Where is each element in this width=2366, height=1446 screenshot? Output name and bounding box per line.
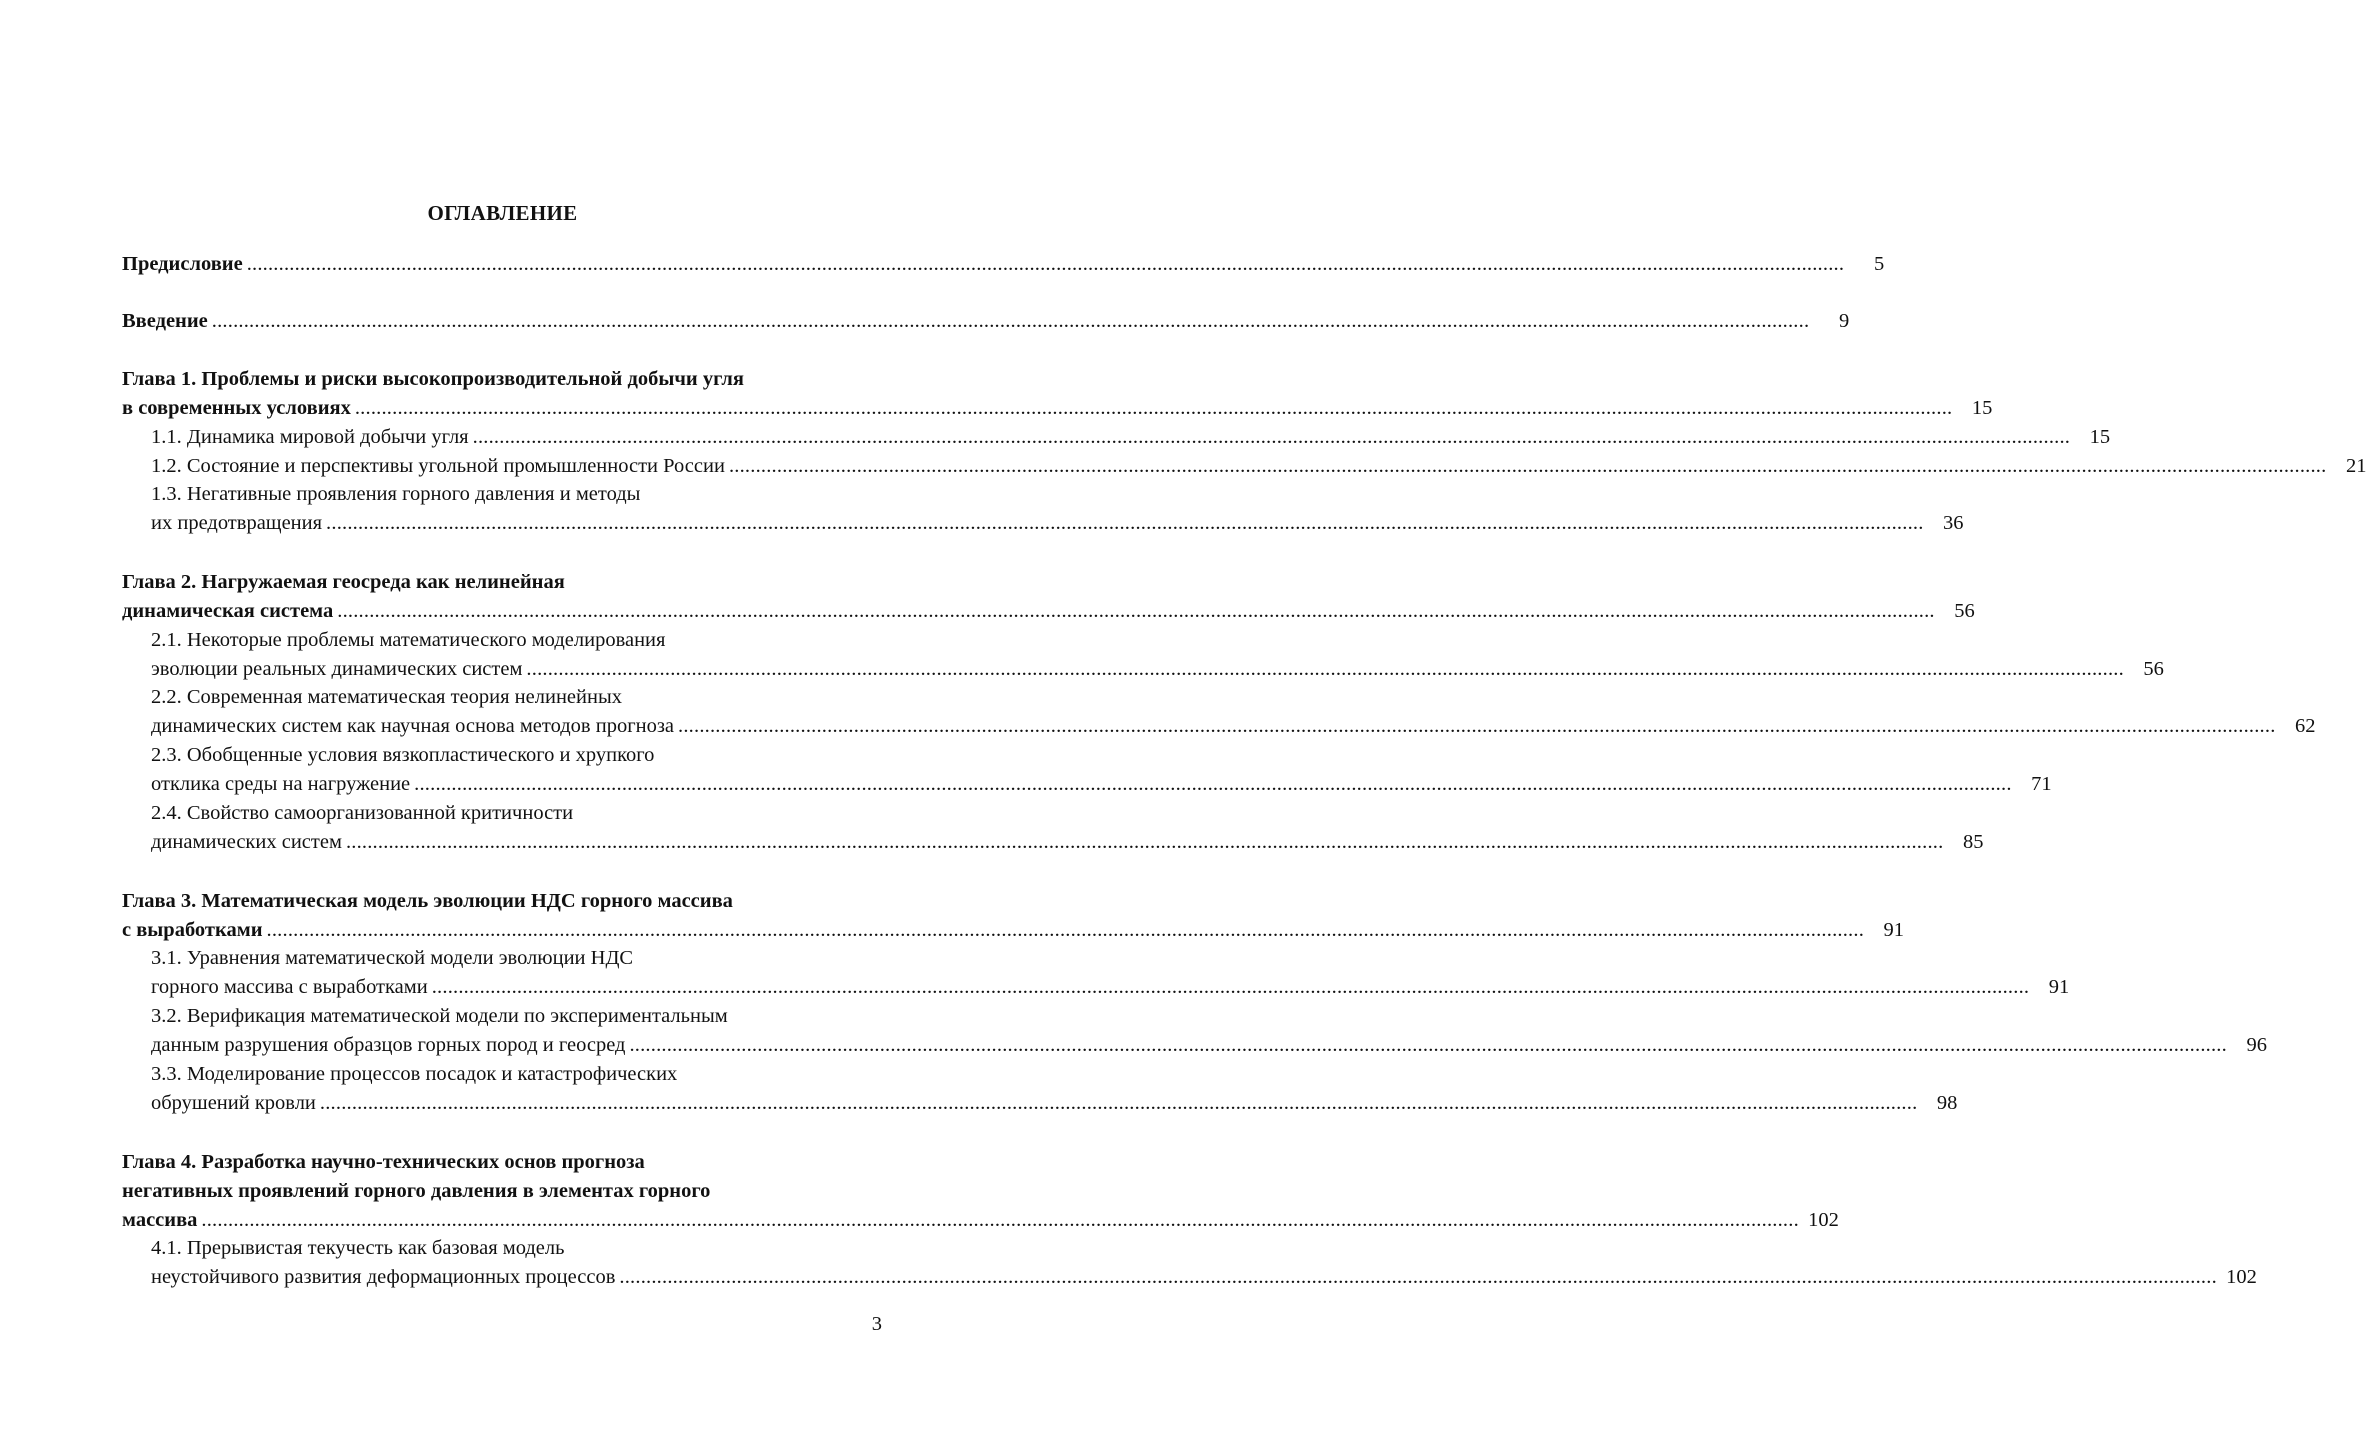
dot-leader: ............................................................................................................................................................................................................................................................................................................: [619, 1266, 2217, 1288]
dot-leader: ............................................................................................................................................................................................................................................................................................................: [345, 831, 1944, 853]
toc-page-number: 102: [2226, 1266, 2257, 1288]
dot-leader: ............................................................................................................................................................................................................................................................................................................: [526, 658, 2124, 680]
dot-leader: ............................................................................................................................................................................................................................................................................................................: [728, 455, 2327, 477]
toc-entry-text: 3.1. Уравнения математической модели эволюции НДС: [151, 947, 634, 969]
toc-entry-text: обрушений кровли: [151, 1092, 316, 1114]
toc-page-number: 56: [2143, 658, 2164, 680]
toc-section-line: [151, 1032, 2267, 1058]
toc-chapter-line: [122, 395, 1993, 421]
dot-leader: ............................................................................................................................................................................................................................................................................................................: [266, 919, 1865, 941]
toc-entry-text: с выработками: [122, 919, 263, 941]
dot-leader: ............................................................................................................................................................................................................................................................................................................: [319, 1092, 1918, 1114]
toc-chapter-line: [122, 1149, 882, 1175]
toc-entry-text: данным разрушения образцов горных пород и геосред: [151, 1034, 626, 1056]
toc-chapter-line: [122, 366, 882, 392]
toc-page-number: 91: [2048, 976, 2070, 998]
toc-entry-text: Глава 1. Проблемы и риски высокопроизводительной добычи угля: [122, 368, 744, 390]
dot-leader: ............................................................................................................................................................................................................................................................................................................: [246, 253, 1845, 275]
toc-section-line: [151, 453, 2366, 479]
toc-entry-text: 2.3. Обобщенные условия вязкопластического и хрупкого: [151, 744, 655, 766]
toc-section-line: [151, 481, 882, 507]
toc-chapter-line: [122, 308, 1850, 334]
toc-section-line: [151, 684, 882, 710]
toc-entry-text: 4.1. Прерывистая текучесть как базовая модель: [151, 1237, 565, 1259]
toc-title: ОГЛАВЛЕНИЕ: [427, 201, 578, 225]
toc-page-number: 21: [2345, 455, 2366, 477]
toc-page-number: 91: [1883, 919, 1905, 941]
toc-entry-text: Введение: [122, 310, 208, 332]
toc-section-line: [151, 829, 1984, 855]
toc-chapter-line: [122, 251, 1885, 277]
toc-entry-text: их предотвращения: [151, 512, 323, 534]
toc-entry-text: Глава 2. Нагружаемая геосреда как нелинейная: [122, 571, 565, 593]
toc-chapter-line: [122, 888, 882, 914]
toc-entry-text: Глава 3. Математическая модель эволюции НДС горного массива: [122, 890, 733, 912]
toc-page-number: 9: [1839, 310, 1850, 332]
toc-page-number: 15: [2089, 426, 2111, 448]
toc-entry-text: динамических систем как научная основа методов прогноза: [151, 715, 675, 737]
dot-leader: ............................................................................................................................................................................................................................................................................................................: [211, 310, 1810, 332]
toc-page-number: 71: [2031, 773, 2052, 795]
toc-chapter-line: [122, 917, 1905, 943]
toc-entry-text: 2.2. Современная математическая теория нелинейных: [151, 686, 622, 708]
toc-entry-text: 2.4. Свойство самоорганизованной критичности: [151, 802, 574, 824]
toc-section-line: [151, 627, 882, 653]
toc-entry-text: 1.3. Негативные проявления горного давления и методы: [151, 483, 641, 505]
toc-section-line: [151, 424, 2111, 450]
toc-section-line: [151, 1003, 882, 1029]
dot-leader: ............................................................................................................................................................................................................................................................................................................: [678, 715, 2276, 737]
toc-page-number: 36: [1943, 512, 1964, 534]
toc-section-line: [151, 656, 2164, 682]
toc-entry-text: 1.2. Состояние и перспективы угольной промышленности России: [151, 455, 725, 477]
toc-entry-text: Предисловие: [122, 253, 243, 275]
toc-entry-text: горного массива с выработками: [151, 976, 428, 998]
toc-section-line: [151, 1090, 1958, 1116]
toc-section-line: [151, 510, 1964, 536]
toc-entry-text: 3.2. Верификация математической модели по экспериментальным: [151, 1005, 728, 1027]
toc-entry-text: отклика среды на нагружение: [151, 773, 411, 795]
toc-entry-text: массива: [122, 1209, 198, 1231]
toc-entry-text: 3.3. Моделирование процессов посадок и катастрофических: [151, 1063, 678, 1085]
dot-leader: ............................................................................................................................................................................................................................................................................................................: [354, 397, 1953, 419]
toc-section-line: [151, 945, 882, 971]
dot-leader: ............................................................................................................................................................................................................................................................................................................: [431, 976, 2030, 998]
toc-chapter-line: [122, 1178, 882, 1204]
toc-section-line: [151, 713, 2316, 739]
toc-section-line: [151, 771, 2052, 797]
toc-section-line: [151, 1235, 882, 1261]
page-number: 3: [871, 1313, 882, 1335]
toc-entry-text: Глава 4. Разработка научно-технических основ прогноза: [122, 1151, 645, 1173]
toc-section-line: [151, 742, 882, 768]
dot-leader: ............................................................................................................................................................................................................................................................................................................: [629, 1034, 2227, 1056]
toc-chapter-line: [122, 598, 1975, 624]
toc-section-line: [151, 800, 882, 826]
toc-entry-text: 1.1. Динамика мировой добычи угля: [151, 426, 469, 448]
dot-leader: ............................................................................................................................................................................................................................................................................................................: [472, 426, 2071, 448]
toc-entry-text: в современных условиях: [122, 397, 351, 419]
toc-page-number: 96: [2246, 1034, 2267, 1056]
toc-entry-text: динамическая система: [122, 600, 334, 622]
toc-section-line: [151, 1264, 2257, 1290]
toc-entry-text: эволюции реальных динамических систем: [151, 658, 523, 680]
toc-page-number: 98: [1936, 1092, 1958, 1114]
toc-page-number: 56: [1954, 600, 1975, 622]
toc-entry-text: динамических систем: [151, 831, 342, 853]
toc-section-line: [151, 1061, 882, 1087]
toc-page-number: 62: [2295, 715, 2316, 737]
toc-page-number: 15: [1971, 397, 1993, 419]
toc-page-number: 5: [1873, 253, 1885, 275]
dot-leader: ............................................................................................................................................................................................................................................................................................................: [201, 1209, 1799, 1231]
dot-leader: ............................................................................................................................................................................................................................................................................................................: [337, 600, 1935, 622]
toc-entry-text: 2.1. Некоторые проблемы математического моделирования: [151, 629, 666, 651]
dot-leader: ............................................................................................................................................................................................................................................................................................................: [326, 512, 1924, 534]
dot-leader: ............................................................................................................................................................................................................................................................................................................: [414, 773, 2012, 795]
toc-entry-text: негативных проявлений горного давления в элементах горного: [122, 1180, 711, 1202]
toc-chapter-line: [122, 569, 882, 595]
toc-entry-text: неустойчивого развития деформационных процессов: [151, 1266, 616, 1288]
toc-page-number: 85: [1962, 831, 1984, 853]
toc-chapter-line: [122, 1207, 1839, 1233]
toc-page-number: 102: [1808, 1209, 1839, 1231]
toc-section-line: [151, 974, 2070, 1000]
